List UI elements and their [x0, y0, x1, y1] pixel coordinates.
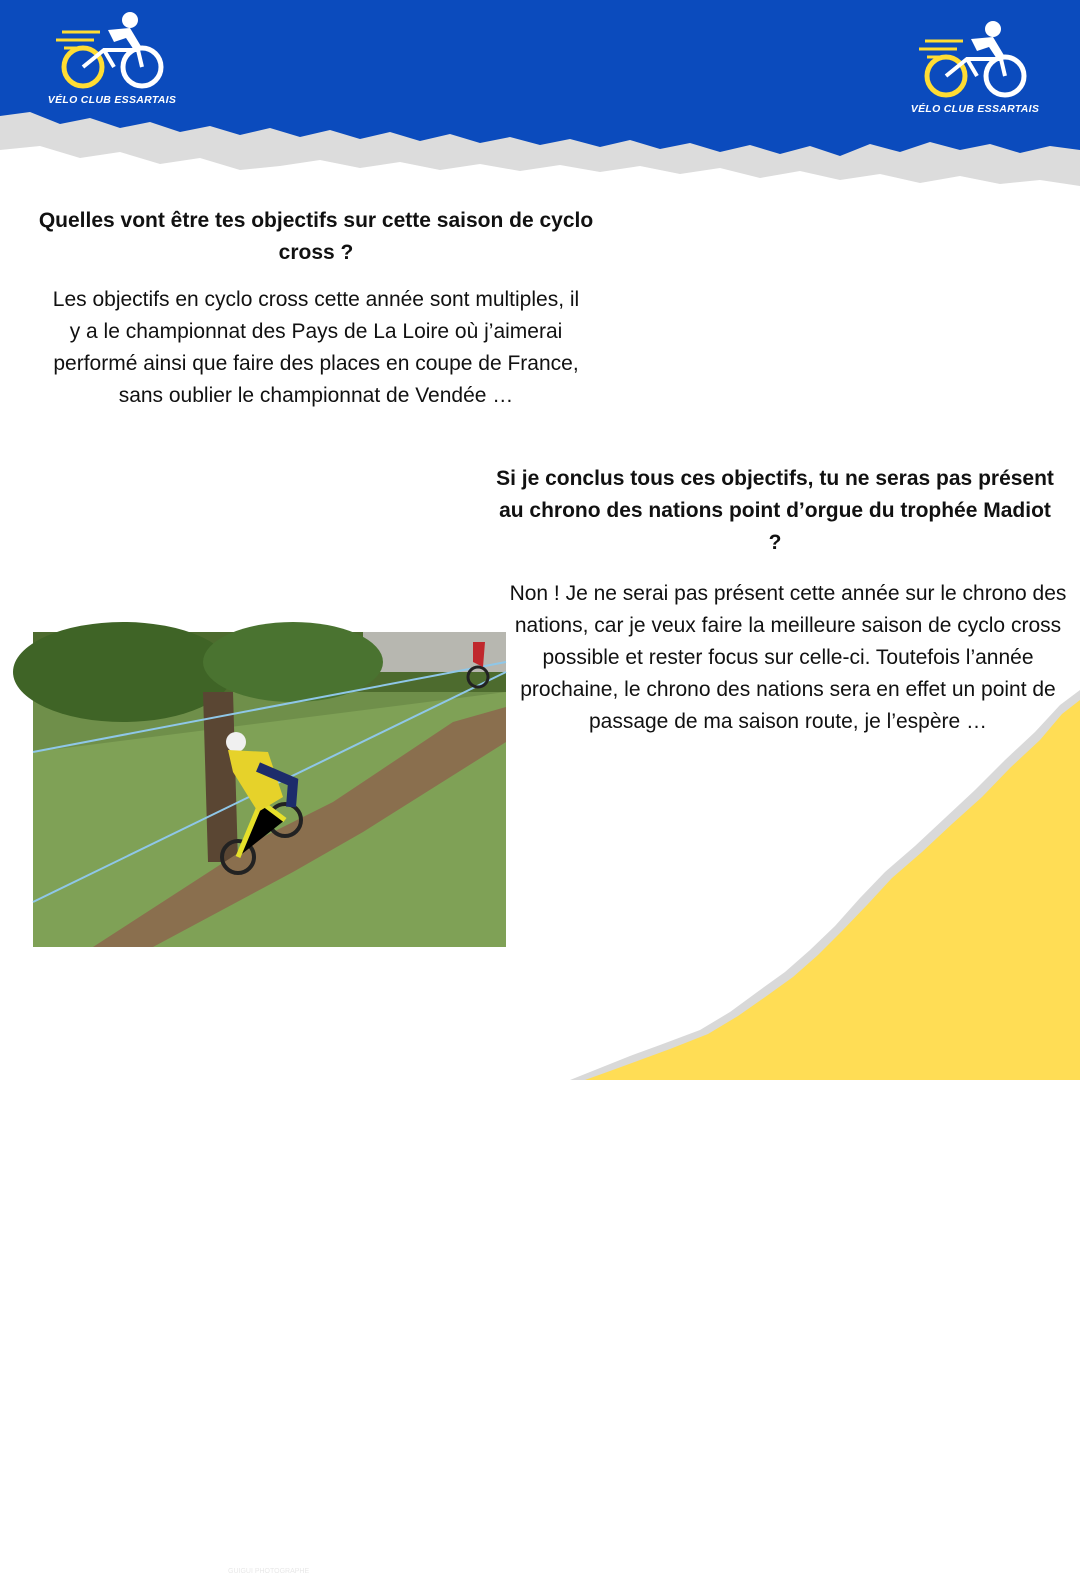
- answer-2: Non ! Je ne serai pas présent cette année sur le chrono des nations, car je veux faire la meilleure saison de cyclo cross possible et rester focus sur celle-ci. Toutefois l’année prochaine, le chrono des nations sera en effet un point de passage de ma saison route, je l’espère …: [509, 582, 1067, 733]
- photo-credit: GUIGUI PHOTOGRAPHE: [228, 1568, 310, 1575]
- photo-illustration: [33, 632, 506, 947]
- club-name: VÉLO CLUB ESSARTAIS: [47, 94, 177, 106]
- club-logo-right: [905, 19, 1045, 119]
- cyclist-icon: [42, 10, 182, 90]
- yellow-corner: [585, 700, 1080, 1080]
- answer-1: Les objectifs en cyclo cross cette année sont multiples, il y a le championnat des Pays de La Loire où j’aimerai performé ainsi que faire des places en coupe de France, sans oublier le championnat de Vendée …: [52, 288, 580, 407]
- club-logo-left: [42, 10, 182, 110]
- question-1: Quelles vont être tes objectifs sur cette saison de cyclo cross ?: [38, 209, 594, 264]
- club-name: VÉLO CLUB ESSARTAIS: [910, 103, 1040, 115]
- question-2: Si je conclus tous ces objectifs, tu ne seras pas présent au chrono des nations point d’orgue du trophée Madiot ?: [496, 467, 1054, 554]
- cyclocross-photo: [33, 632, 506, 1575]
- cyclist-icon: [905, 19, 1045, 99]
